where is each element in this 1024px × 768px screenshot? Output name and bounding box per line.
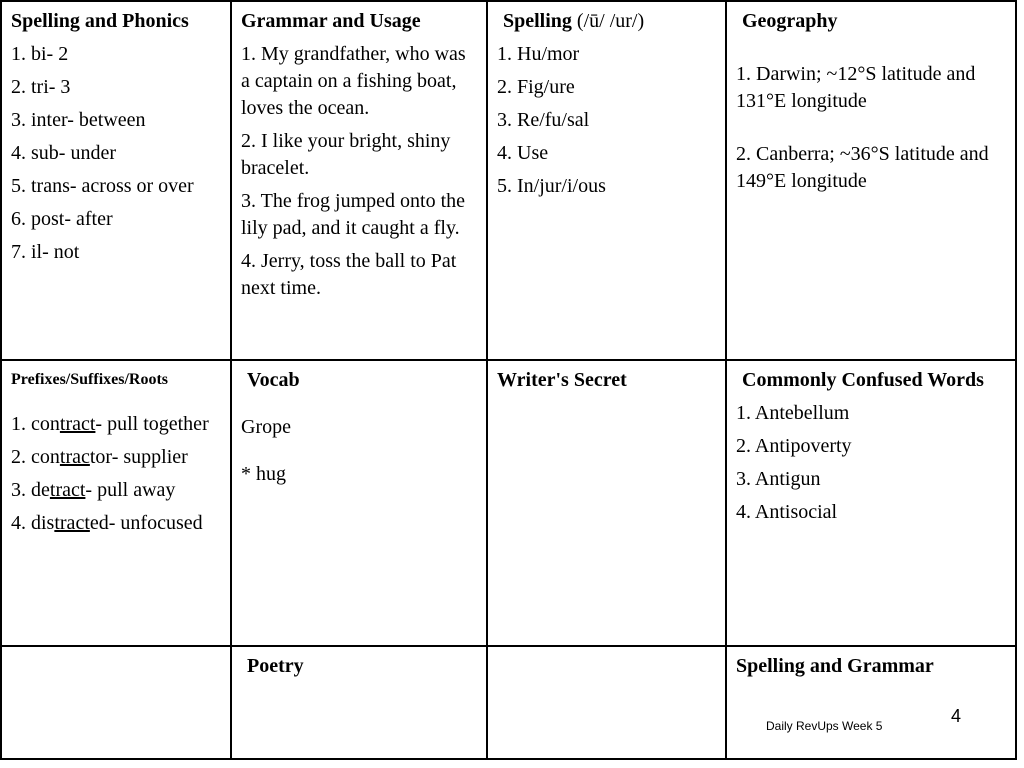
confused-words-heading: Commonly Confused Words — [742, 369, 984, 391]
empty-middle-cell — [486, 645, 727, 760]
prefixes-heading: Prefixes/Suffixes/Roots — [11, 371, 169, 388]
spelling-vowels-heading — [497, 8, 716, 35]
list-item: 3. Re/fu/sal — [497, 109, 590, 131]
list-item: 1. bi- 2 — [11, 43, 69, 65]
spelling-grammar-cell — [725, 645, 1017, 760]
list-item: 5. In/jur/i/ous — [497, 175, 606, 197]
list-item: 3. The frog jumped onto the lily pad, and it caught a fly. — [241, 190, 466, 239]
list-item: 4. Jerry, toss the ball to Pat next time. — [241, 250, 457, 299]
list-item: 2. contractor- supplier — [11, 446, 188, 468]
list-item: 2. I like your bright, shiny bracelet. — [241, 130, 451, 179]
spelling-vowels-heading-main: Spelling — [503, 10, 572, 32]
spelling-vowels-list — [497, 41, 716, 200]
commonly-confused-words-cell — [725, 359, 1017, 647]
list-item: 1. Hu/mor — [497, 43, 580, 65]
root-underline: tract — [59, 413, 96, 435]
prefixes-list — [11, 411, 221, 537]
list-item: 2. Fig/ure — [497, 76, 575, 98]
spelling-vowels-cell — [486, 0, 727, 361]
vocab-definition: * hug — [241, 463, 286, 485]
root-underline: tract — [54, 512, 90, 534]
vocab-word: Grope — [241, 416, 291, 438]
root-underline: trac — [59, 446, 90, 468]
list-item: 3. Antigun — [736, 468, 821, 490]
list-item: 2. Antipoverty — [736, 435, 852, 457]
vocab-heading: Vocab — [247, 369, 300, 391]
grammar-usage-cell — [230, 0, 488, 361]
list-item: 1. Antebellum — [736, 402, 850, 424]
spelling-vowels-heading-sub: (/ū/ /ur/) — [576, 10, 645, 32]
grammar-usage-list — [241, 41, 477, 302]
spelling-phonics-list — [11, 41, 221, 266]
list-item: 3. inter- between — [11, 109, 146, 131]
spelling-grammar-heading: Spelling and Grammar — [736, 655, 934, 677]
footer-label: Daily RevUps Week 5 — [766, 719, 883, 733]
vocab-cell — [230, 359, 488, 647]
geography-heading: Geography — [742, 10, 838, 32]
list-item: 1. My grandfather, who was a captain on a fishing boat, loves the ocean. — [241, 43, 466, 119]
list-item: 4. Antisocial — [736, 501, 838, 523]
list-item: 2. tri- 3 — [11, 76, 71, 98]
list-item: 3. detract- pull away — [11, 479, 176, 501]
geography-cell — [725, 0, 1017, 361]
empty-left-cell — [0, 645, 232, 760]
spelling-phonics-cell — [0, 0, 232, 361]
list-item: 5. trans- across or over — [11, 175, 194, 197]
list-item: 4. distracted- unfocused — [11, 512, 203, 534]
list-item: 1. contract- pull together — [11, 413, 209, 435]
geography-item: 1. Darwin; ~12°S latitude and 131°E longitude — [736, 63, 976, 112]
writers-secret-heading: Writer's Secret — [497, 369, 627, 391]
poetry-cell — [230, 645, 488, 760]
confused-words-list — [736, 400, 1006, 526]
geography-item: 2. Canberra; ~36°S latitude and 149°E longitude — [736, 143, 989, 192]
poetry-heading: Poetry — [247, 655, 304, 677]
root-underline: tract — [49, 479, 86, 501]
prefixes-suffixes-roots-cell — [0, 359, 232, 647]
list-item: 4. sub- under — [11, 142, 116, 164]
grammar-usage-heading: Grammar and Usage — [241, 10, 421, 32]
list-item: 4. Use — [497, 142, 549, 164]
writers-secret-cell — [486, 359, 727, 647]
page-number: 4 — [951, 706, 962, 726]
list-item: 6. post- after — [11, 208, 113, 230]
list-item: 7. il- not — [11, 241, 80, 263]
spelling-phonics-heading: Spelling and Phonics — [11, 10, 189, 32]
